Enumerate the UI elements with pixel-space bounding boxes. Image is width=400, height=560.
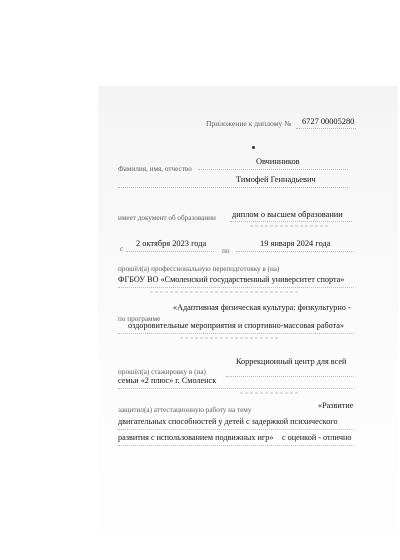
internship-line-1-rule <box>226 376 354 377</box>
thesis-label: защитил(а) аттестационную работу на тему <box>118 406 252 414</box>
internship-line-2: семьи «2 плюс» г. Смоленск <box>118 376 217 385</box>
diploma-number: 6727 00005280 <box>302 117 355 126</box>
institution-line <box>118 287 354 288</box>
diploma-number-line <box>296 128 356 129</box>
thesis-line-3: развития с использованием подвижных игр» <box>118 433 274 442</box>
appendix-label: Приложение к диплому № <box>206 119 292 128</box>
training-label: прошёл(а) профессиональную переподготовку в (на) <box>118 265 280 273</box>
thesis-line-2: двигательных способностей у детей с задержкой психического <box>118 417 338 426</box>
from-label: с <box>120 245 124 253</box>
internship-line-2-rule <box>118 388 354 389</box>
program-line-1: «Адаптивная физическая культура: физкультурно - <box>173 303 351 312</box>
thesis-line-1: «Развитие <box>318 401 354 410</box>
date-from-line <box>126 251 214 252</box>
surname: Овчинников <box>256 157 300 166</box>
surname-line <box>198 169 348 170</box>
date-to-line <box>236 251 354 252</box>
date-from: 2 октября 2023 года <box>136 239 207 248</box>
to-label: по <box>222 247 230 255</box>
program-line <box>118 333 354 334</box>
program-line-2: оздоровительные мероприятия и спортивно-массовая работа» <box>128 321 345 330</box>
internship-hint <box>240 392 300 394</box>
given-names: Тимофей Геннадьевич <box>236 175 316 184</box>
education-hint <box>250 225 330 227</box>
grade: с оценкой - отлично <box>282 433 352 442</box>
thesis-line-3-rule <box>118 445 354 446</box>
full-name-label: Фамилия, имя, отчество <box>118 165 192 173</box>
thesis-line-2-rule <box>118 429 354 430</box>
education-line <box>230 221 352 222</box>
education-label: имеет документ об образовании <box>118 214 216 222</box>
ink-dot <box>252 146 255 149</box>
program-label: по программе <box>118 315 161 323</box>
institution: ФГБОУ ВО «Смоленский государственный университет спорта» <box>118 275 345 284</box>
date-to: 19 января 2024 года <box>260 239 331 248</box>
education-value: диплом о высшем образовании <box>232 210 343 219</box>
internship-label: прошёл(а) стажировку в (на) <box>118 368 206 376</box>
given-names-line <box>118 187 348 188</box>
program-hint <box>180 337 280 339</box>
institution-hint <box>150 291 300 293</box>
internship-line-1: Коррекционный центр для всей <box>236 357 347 366</box>
